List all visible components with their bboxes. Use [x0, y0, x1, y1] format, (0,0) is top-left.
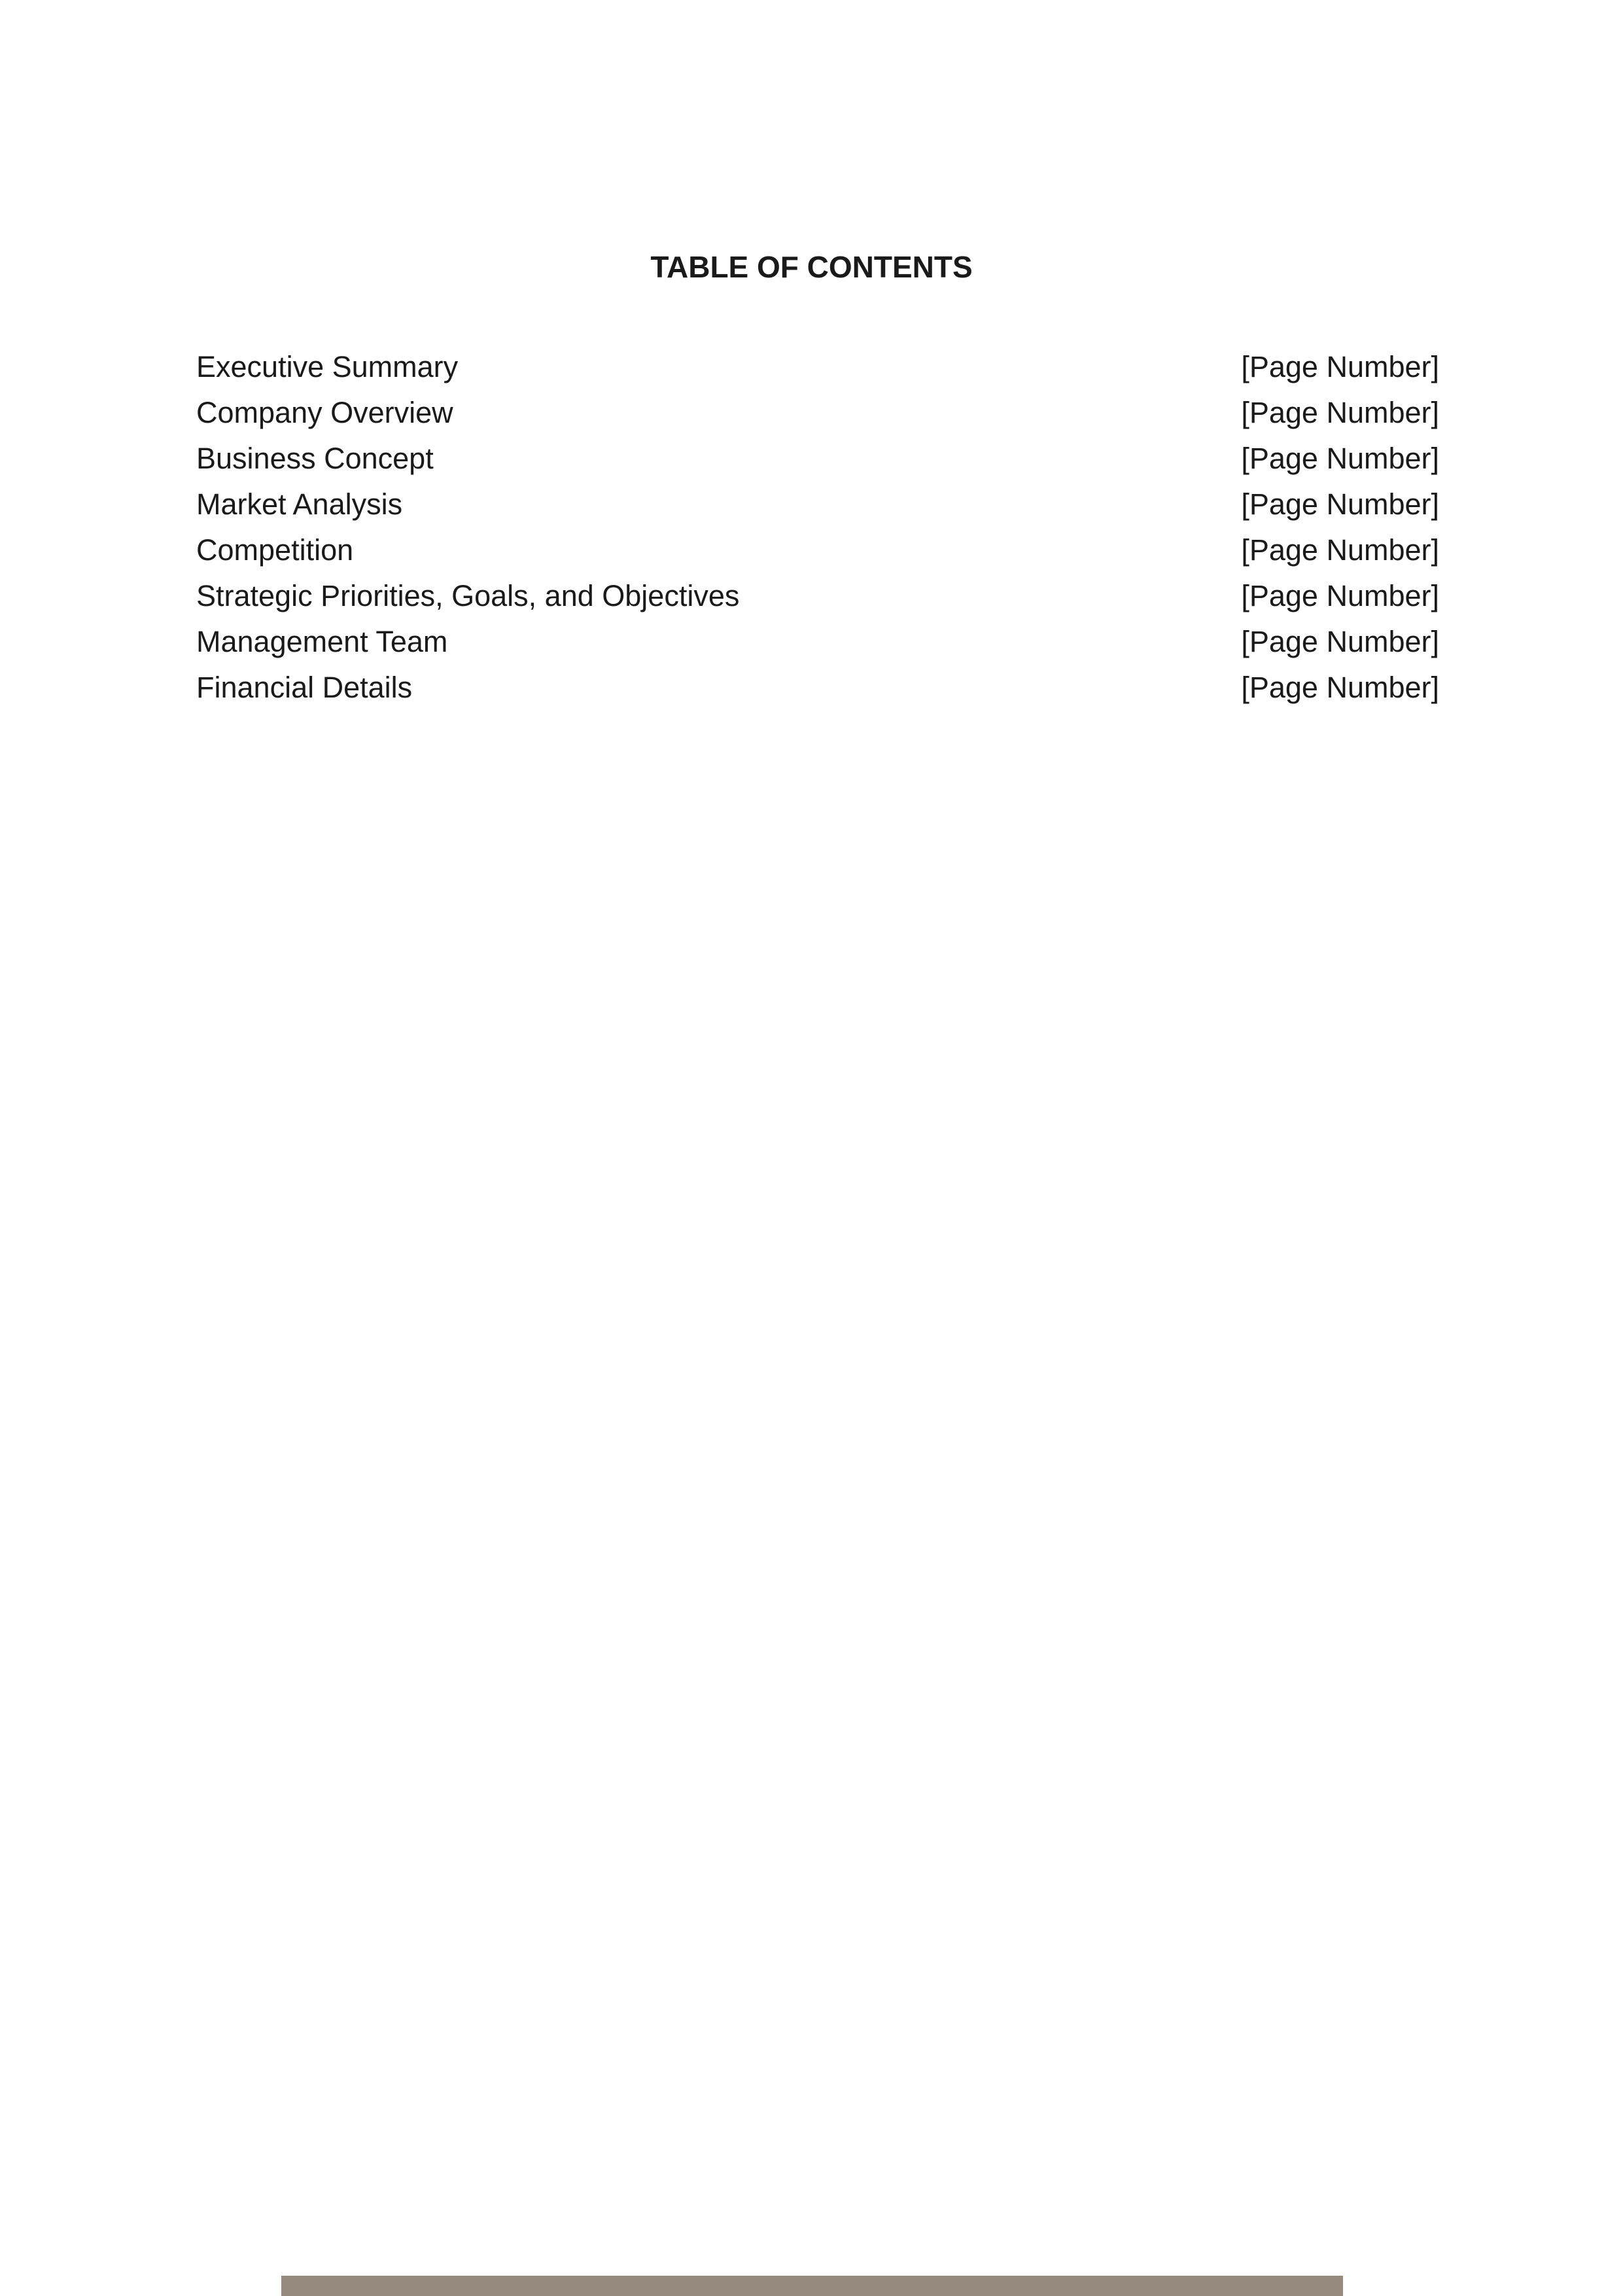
toc-entry-label: Executive Summary: [196, 350, 459, 383]
toc-entry[interactable]: [196, 347, 1439, 393]
toc-entry[interactable]: [196, 484, 1439, 530]
toc-entry[interactable]: [196, 393, 1439, 438]
toc-entry[interactable]: [196, 667, 1439, 713]
toc-entry-page-number: [Page Number]: [1241, 487, 1439, 521]
toc-entry[interactable]: [196, 622, 1439, 667]
toc-title: TABLE OF CONTENTS: [650, 250, 973, 284]
toc-entry-label: Market Analysis: [196, 487, 403, 521]
toc-entry[interactable]: [196, 576, 1439, 622]
toc-entry-label: Business Concept: [196, 442, 434, 475]
toc-entry-page-number: [Page Number]: [1241, 579, 1439, 612]
toc-entry-label: Financial Details: [196, 671, 413, 704]
toc-entry-page-number: [Page Number]: [1241, 671, 1439, 704]
toc-entry-label: Company Overview: [196, 396, 453, 429]
toc-entry-page-number: [Page Number]: [1241, 533, 1439, 567]
toc-entry[interactable]: [196, 438, 1439, 484]
toc-entry-label: Strategic Priorities, Goals, and Objectives: [196, 579, 740, 612]
toc-entry-page-number: [Page Number]: [1241, 350, 1439, 383]
footer-bar: [281, 2276, 1343, 2296]
toc-entry-label: Competition: [196, 533, 354, 567]
toc-entry-page-number: [Page Number]: [1241, 396, 1439, 429]
toc-list: [196, 347, 1439, 713]
toc-entry-label: Management Team: [196, 625, 448, 658]
toc-entry[interactable]: [196, 530, 1439, 576]
toc-entry-page-number: [Page Number]: [1241, 442, 1439, 475]
toc-entry-page-number: [Page Number]: [1241, 625, 1439, 658]
